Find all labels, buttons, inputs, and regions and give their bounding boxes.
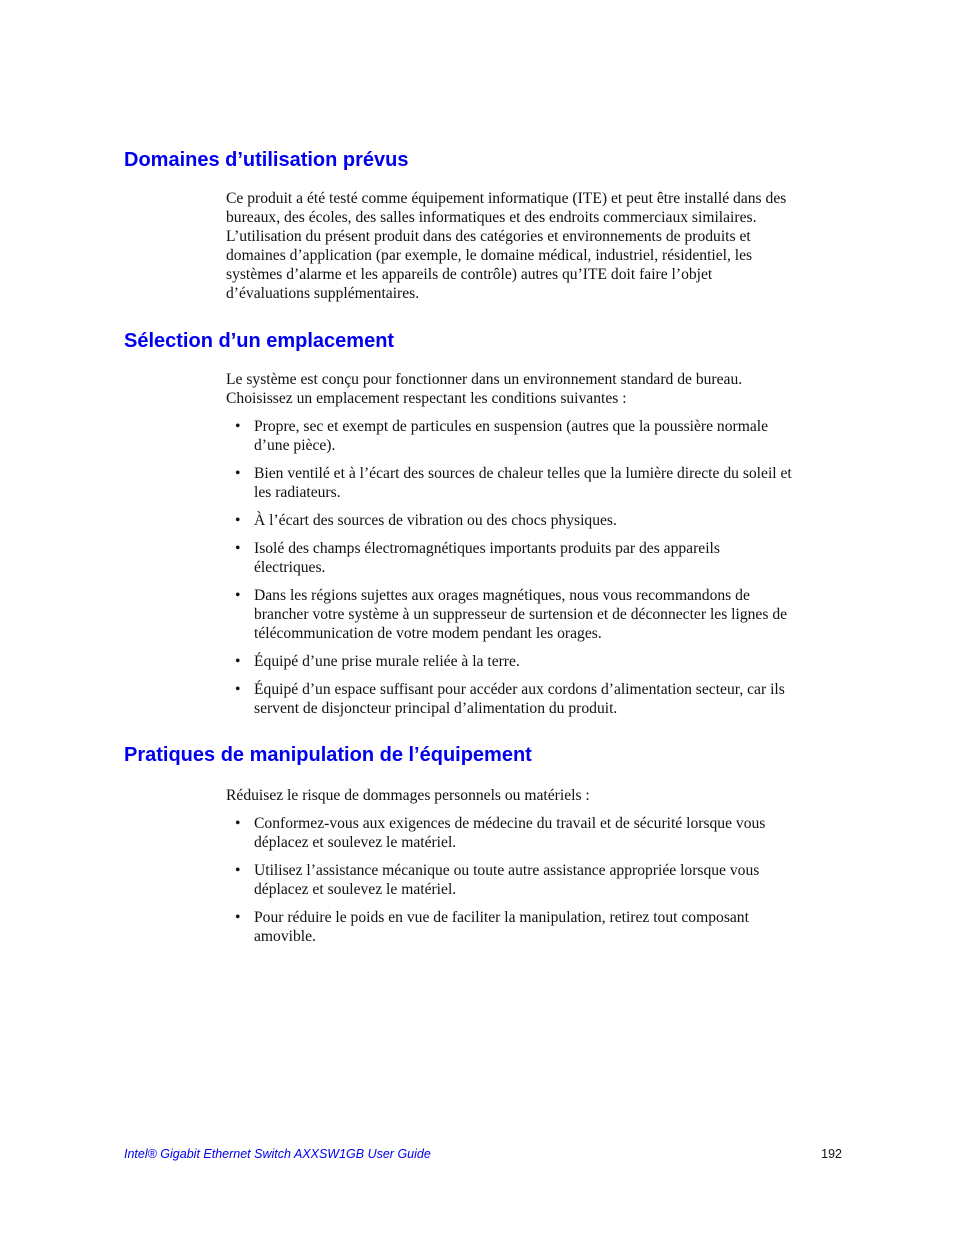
list-item-text: Isolé des champs électromagnétiques importants produits par des appareils électriques. [254,540,720,576]
list-item-text: Équipé d’une prise murale reliée à la terre. [254,653,520,670]
list-item [226,586,846,643]
paragraph-handling: Réduisez le risque de dommages personnels ou matériels : [226,787,590,804]
list-item-text: Propre, sec et exempt de particules en suspension (autres que la poussière normale d’une pièce). [254,418,768,454]
list-item-text: À l’écart des sources de vibration ou des chocs physiques. [254,512,617,529]
bullet-icon: • [235,815,241,832]
bullet-icon: • [235,540,241,557]
list-item-text: Utilisez l’assistance mécanique ou toute autre assistance appropriée lorsque vous déplacez et soulevez le matériel. [254,862,760,898]
footer-document-title: Intel® Gigabit Ethernet Switch AXXSW1GB User Guide [124,1147,431,1161]
section-body-usage [226,189,846,303]
section-body-location [226,370,846,718]
list-item-text: Bien ventilé et à l’écart des sources de chaleur telles que la lumière directe du soleil et les radiateurs. [254,465,792,501]
list-item [226,680,846,718]
paragraph-usage: Ce produit a été testé comme équipement informatique (ITE) et peut être installé dans des bureaux, des écoles, des salles informatiques et des endroits commerciaux similaires. L’utilisation du présent produit dans des catégories et environnements de produits et domaines d’application (par exemple, le domaine médical, industriel, résidentiel, les systèmes d’alarme et les appareils de contrôle) autres qu’ITE doit faire l’objet d’évaluations supplémentaires. [226,190,787,302]
bullet-icon: • [235,653,241,670]
list-item [226,652,846,671]
list-item [226,539,846,577]
list-item-text: Pour réduire le poids en vue de faciliter la manipulation, retirez tout composant amovible. [254,909,749,945]
bullet-list-location [226,417,846,718]
section-heading-location: Sélection d’un emplacement [124,330,395,352]
list-item-text: Conformez-vous aux exigences de médecine du travail et de sécurité lorsque vous déplacez et soulevez le matériel. [254,815,766,851]
bullet-icon: • [235,418,241,435]
paragraph-location: Le système est conçu pour fonctionner dans un environnement standard de bureau. Choisissez un emplacement respectant les conditions suivantes : [226,371,743,407]
list-item-text: Équipé d’un espace suffisant pour accéder aux cordons d’alimentation secteur, car ils servent de disjoncteur principal d’alimentation du produit. [254,681,785,717]
section-heading-usage: Domaines d’utilisation prévus [124,149,409,171]
list-item [226,464,846,502]
list-item [226,861,846,899]
section-body-handling [226,786,846,946]
footer-page-number: 192 [821,1147,842,1161]
bullet-icon: • [235,909,241,926]
bullet-icon: • [235,512,241,529]
list-item-text: Dans les régions sujettes aux orages magnétiques, nous vous recommandons de brancher votre système à un suppresseur de surtension et de déconnecter les lignes de télécommunication de votre modem pendant les orages. [254,587,788,642]
bullet-icon: • [235,587,241,604]
bullet-icon: • [235,465,241,482]
bullet-icon: • [235,681,241,698]
list-item [226,908,846,946]
bullet-list-handling [226,814,846,946]
section-heading-handling: Pratiques de manipulation de l’équipement [124,744,532,766]
list-item [226,511,846,530]
list-item [226,417,846,455]
list-item [226,814,846,852]
bullet-icon: • [235,862,241,879]
